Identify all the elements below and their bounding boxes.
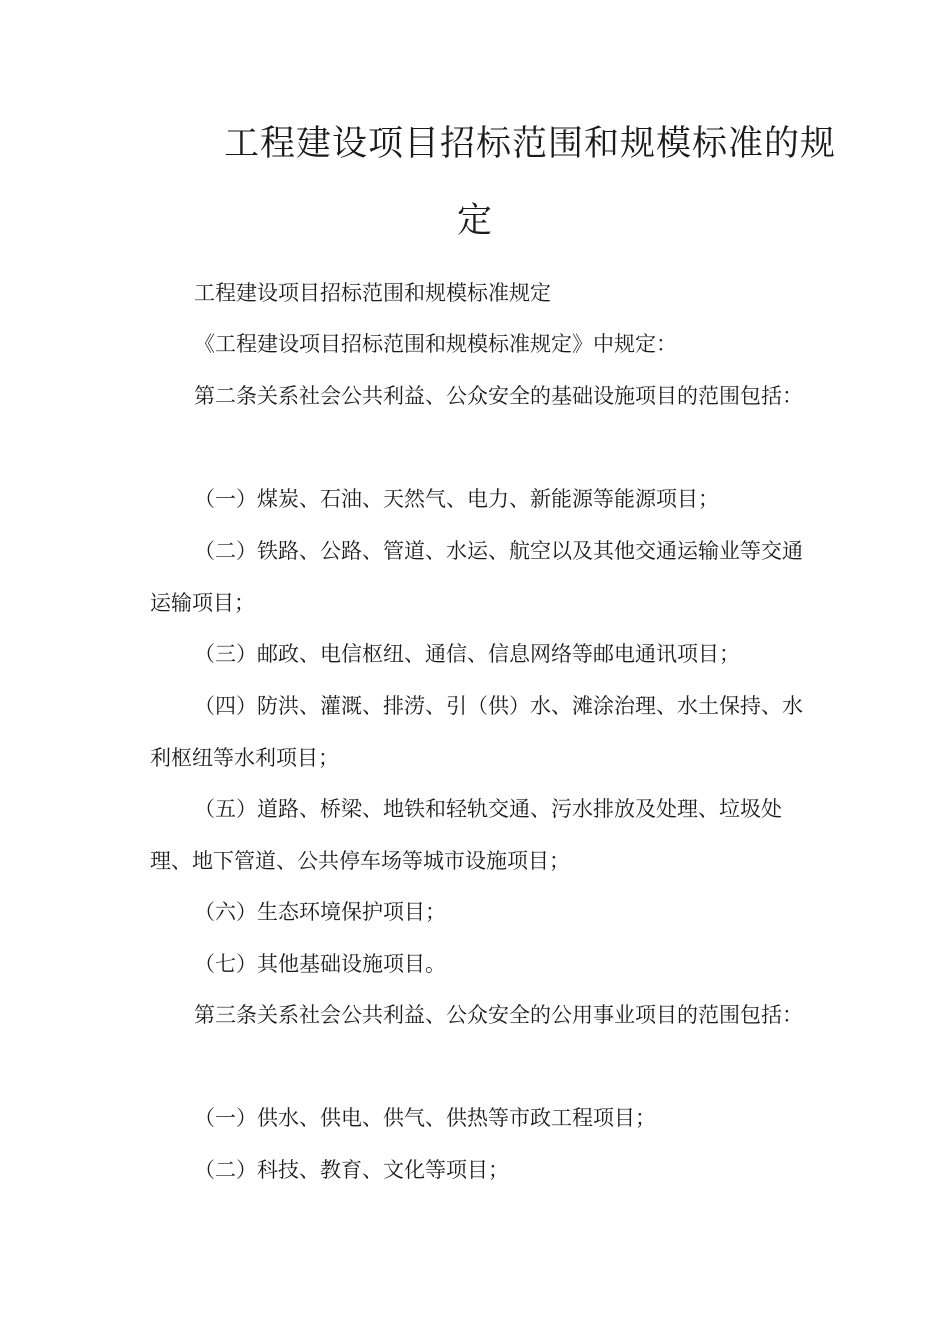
paragraph-item: （一）煤炭、石油、天然气、电力、新能源等能源项目；: [194, 487, 719, 511]
document-title-line-1: 工程建设项目招标范围和规模标准的规: [224, 124, 837, 164]
paragraph-item: （一）供水、供电、供气、供热等市政工程项目；: [194, 1106, 656, 1130]
paragraph-item: （二）科技、教育、文化等项目；: [194, 1158, 509, 1182]
paragraph-item: （三）邮政、电信枢纽、通信、信息网络等邮电通讯项目；: [194, 642, 740, 666]
paragraph-item: （五）道路、桥梁、地铁和轻轨交通、污水排放及处理、垃圾处理、地下管道、公共停车场等城市设施项目；: [150, 797, 782, 873]
document-title-line-2: 定: [456, 201, 493, 241]
paragraph-subtitle: 工程建设项目招标范围和规模标准规定: [194, 281, 551, 305]
paragraph-article-2: 第二条关系社会公共利益、公众安全的基础设施项目的范围包括：: [194, 384, 803, 408]
paragraph-intro: 《工程建设项目招标范围和规模标准规定》中规定：: [194, 332, 677, 356]
paragraph-item: （七）其他基础设施项目。: [194, 952, 446, 976]
paragraph-article-3: 第三条关系社会公共利益、公众安全的公用事业项目的范围包括：: [194, 1003, 803, 1027]
paragraph-item: （六）生态环境保护项目；: [194, 900, 446, 924]
paragraph-item: （四）防洪、灌溉、排涝、引（供）水、滩涂治理、水土保持、水利枢纽等水利项目；: [150, 694, 803, 770]
paragraph-item: （二）铁路、公路、管道、水运、航空以及其他交通运输业等交通运输项目；: [150, 539, 803, 615]
